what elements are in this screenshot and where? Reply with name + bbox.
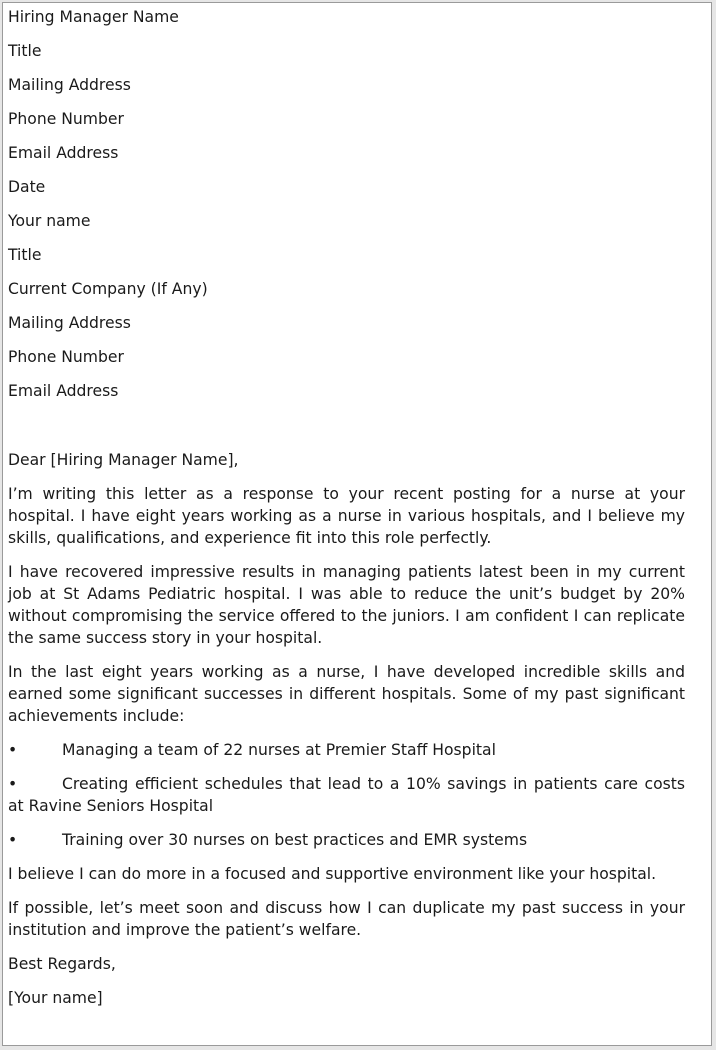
achievement-text: Creating efficient schedules that lead to a 10% savings in patients care costs at Ravine Seniors Hospital — [8, 775, 685, 815]
hiring-manager-name: Hiring Manager Name — [8, 8, 179, 26]
paragraph-meeting: If possible, let’s meet soon and discuss how I can duplicate my past success in your institution and improve the patient’s welfare. — [8, 899, 685, 939]
sender-phone: Phone Number — [8, 348, 124, 366]
achievement-item — [8, 829, 685, 851]
bullet-icon: • — [8, 741, 18, 759]
closing: Best Regards, — [8, 955, 116, 973]
sender-email: Email Address — [8, 382, 119, 400]
hiring-manager-email: Email Address — [8, 144, 119, 162]
paragraph-results: I have recovered impressive results in managing patients latest been in my current job at St Adams Pediatric hospital. I was able to reduce the unit’s budget by 20% without compromising the service offered to the juniors. I am confident I can replicate the same success story in your hospital. — [8, 563, 685, 647]
sender-address: Mailing Address — [8, 314, 131, 332]
achievement-text: Managing a team of 22 nurses at Premier Staff Hospital — [62, 741, 496, 759]
achievement-item — [8, 773, 685, 817]
signature: [Your name] — [8, 989, 103, 1007]
contact-header — [8, 6, 687, 414]
letter-body — [8, 449, 685, 1021]
hiring-manager-title: Title — [8, 42, 42, 60]
sender-title: Title — [8, 246, 42, 264]
letter-page — [2, 2, 712, 1046]
paragraph-achievements-intro: In the last eight years working as a nurse, I have developed incredible skills and earned some significant successes in different hospitals. Some of my past significant achievements include: — [8, 663, 685, 725]
bullet-icon: • — [8, 831, 18, 849]
sender-company: Current Company (If Any) — [8, 280, 208, 298]
paragraph-environment: I believe I can do more in a focused and supportive environment like your hospital. — [8, 865, 657, 883]
hiring-manager-phone: Phone Number — [8, 110, 124, 128]
achievement-item — [8, 739, 685, 761]
sender-name: Your name — [8, 212, 91, 230]
bullet-icon: • — [8, 775, 18, 793]
salutation: Dear [Hiring Manager Name], — [8, 451, 239, 469]
achievement-text: Training over 30 nurses on best practices and EMR systems — [62, 831, 528, 849]
paragraph-intro: I’m writing this letter as a response to your recent posting for a nurse at your hospital. I have eight years working as a nurse in various hospitals, and I believe my skills, qualifications, and experience fit into this role perfectly. — [8, 485, 685, 547]
hiring-manager-address: Mailing Address — [8, 76, 131, 94]
letter-date: Date — [8, 178, 46, 196]
